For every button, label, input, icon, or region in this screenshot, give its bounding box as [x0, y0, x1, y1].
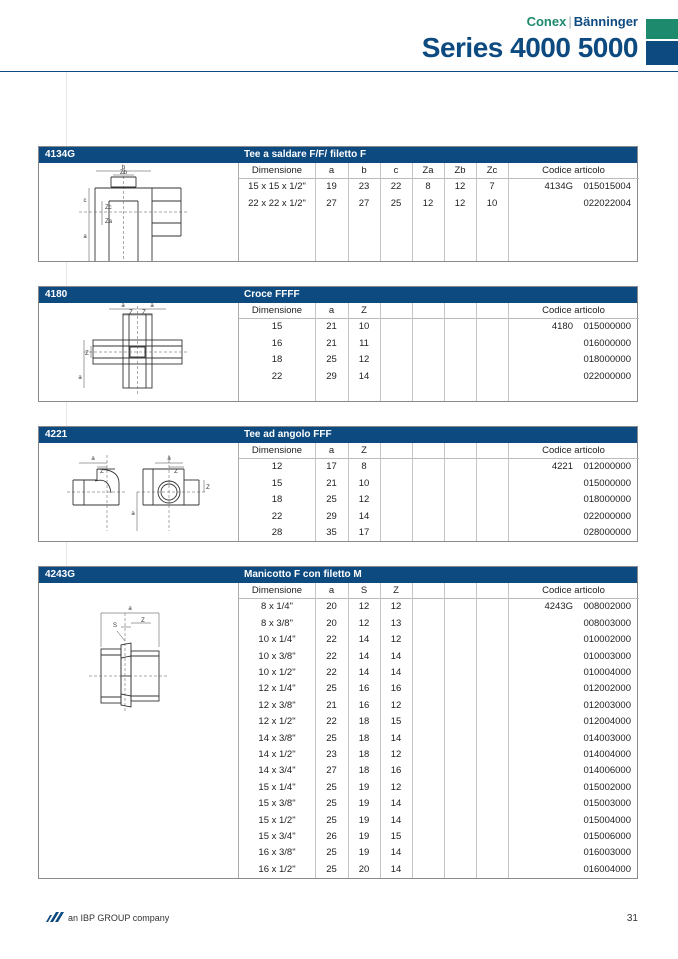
- cell-dimensione: 22: [271, 510, 283, 522]
- cell-value: 19: [326, 181, 337, 193]
- cell-dimensione: 15 x 15 x 1/2": [248, 181, 306, 193]
- cell-article-code: 015006000: [583, 831, 631, 842]
- table-row: [239, 459, 639, 475]
- cell-article-code: 012000000: [583, 461, 631, 473]
- cell-dimensione: 15: [271, 321, 283, 333]
- cell-value: 27: [358, 197, 370, 209]
- cell-value: 7: [489, 181, 495, 193]
- cross-drawing: [39, 303, 239, 401]
- cell-value: 14: [390, 814, 402, 826]
- cell-value: 12: [390, 781, 402, 793]
- cell-value: 18: [358, 716, 370, 728]
- header-divider: [0, 71, 678, 72]
- cell-dimensione: 15 x 3/8": [258, 798, 296, 810]
- col-header: S: [360, 585, 368, 596]
- cell-value: 16: [358, 683, 370, 695]
- cell-value: 10: [358, 477, 370, 489]
- cell-value: 25: [326, 814, 337, 826]
- section-header: [39, 287, 637, 303]
- cell-value: 17: [358, 527, 370, 538]
- table-row: [239, 731, 639, 747]
- cell-article-code: 010003000: [583, 650, 631, 662]
- cell-value: 29: [326, 510, 337, 522]
- table-row: [239, 780, 639, 796]
- cell-value: 12: [390, 699, 402, 711]
- coupling-diagram: [39, 583, 239, 878]
- cross-diagram: [39, 303, 239, 401]
- cell-value: 11: [359, 337, 369, 349]
- cell-article-code: 018000000: [583, 354, 631, 366]
- cell-value: 13: [390, 617, 402, 629]
- table-row: [239, 509, 639, 525]
- cell-value: 12: [358, 617, 370, 629]
- table-header-row: [239, 163, 639, 179]
- cell-value: 12: [454, 197, 466, 209]
- cell-value: 12: [390, 601, 402, 613]
- cell-value: 22: [326, 634, 337, 646]
- table-row: [239, 698, 639, 714]
- cell-value: 16: [390, 765, 402, 777]
- cell-dimensione: 8 x 1/4": [261, 601, 293, 613]
- col-header: [412, 303, 444, 318]
- dim-label-z: Z: [141, 618, 145, 624]
- table-row: [239, 665, 639, 681]
- cell-dimensione: 16 x 3/8": [258, 847, 296, 859]
- cell-dimensione: 14 x 3/8": [258, 732, 296, 744]
- col-header-codice: Codice articolo: [542, 165, 605, 176]
- cell-value: 21: [326, 699, 337, 711]
- cell-code-prefix: 4134G: [544, 181, 573, 193]
- table-row: [239, 796, 639, 812]
- cell-value: 18: [358, 765, 370, 777]
- dim-label-z-top-left: Z: [129, 310, 133, 316]
- col-header: [476, 443, 508, 458]
- col-header: [476, 583, 508, 598]
- cell-value: 14: [390, 667, 402, 678]
- dim-label-zc: Zc: [105, 205, 112, 211]
- cell-article-code: 016003000: [583, 847, 631, 859]
- table-row: [239, 747, 639, 763]
- col-header-codice: Codice articolo: [542, 445, 605, 456]
- table-row: [239, 525, 639, 541]
- cell-value: 21: [326, 337, 337, 349]
- product-title: Manicotto F con filetto M: [244, 569, 362, 580]
- cell-article-code: 015003000: [583, 798, 631, 810]
- table-row: [239, 649, 639, 665]
- table-row: [239, 714, 639, 730]
- col-header: Zb: [454, 165, 466, 176]
- brand-separator: |: [568, 14, 572, 29]
- dim-label-z-2: Z: [174, 469, 178, 475]
- cell-value: 14: [358, 667, 370, 678]
- cell-article-code: 010004000: [583, 667, 631, 678]
- col-header: [412, 443, 444, 458]
- cell-article-code: 008003000: [583, 617, 631, 629]
- table-row: [239, 369, 639, 385]
- table-row: [239, 319, 639, 335]
- section-body: [39, 443, 637, 541]
- brand-conex: Conex: [526, 14, 567, 29]
- section-header: [39, 567, 637, 583]
- col-header: Z: [361, 445, 367, 456]
- cell-article-code: 028000000: [583, 527, 631, 538]
- cell-value: 15: [390, 716, 402, 728]
- col-header: [444, 303, 476, 318]
- table-row: [239, 196, 639, 212]
- cell-value: 20: [326, 617, 337, 629]
- spec-table: [239, 443, 639, 541]
- dim-label-a-right: a: [150, 303, 154, 309]
- section-header: [39, 427, 637, 443]
- cell-value: 21: [326, 321, 337, 333]
- col-header-dimensione: Dimensione: [251, 305, 303, 316]
- cell-value: 22: [390, 181, 402, 193]
- dim-label-z-1: Z: [100, 469, 104, 475]
- cell-code-prefix: 4180: [551, 321, 573, 333]
- dim-label-a-2: a: [167, 456, 171, 462]
- brand-square-green: [646, 19, 678, 39]
- product-code: 4134G: [45, 149, 76, 160]
- table-row: [239, 845, 639, 861]
- table-row: [239, 681, 639, 697]
- cell-article-code: 016004000: [583, 863, 631, 875]
- col-header-codice: Codice articolo: [542, 305, 605, 316]
- col-header: Zc: [486, 165, 498, 176]
- section-header: [39, 147, 637, 163]
- cell-value: 27: [326, 765, 337, 777]
- table-row: [239, 179, 639, 195]
- dim-label-a-1: a: [91, 456, 95, 462]
- cell-value: 14: [358, 634, 370, 646]
- cell-value: 23: [358, 181, 370, 193]
- table-row: [239, 813, 639, 829]
- cell-dimensione: 10 x 3/8": [258, 650, 296, 662]
- tee-drawing: [39, 163, 239, 261]
- cell-article-code: 022000000: [583, 510, 631, 522]
- product-title: Croce FFFF: [244, 289, 300, 300]
- cell-value: 12: [358, 354, 370, 366]
- cell-value: 22: [326, 667, 337, 678]
- cell-value: 14: [358, 370, 370, 382]
- spec-table: [239, 303, 639, 401]
- cell-dimensione: 10 x 1/2": [258, 667, 296, 678]
- cell-dimensione: 14 x 3/4": [258, 765, 296, 777]
- product-title: Tee a saldare F/F/ filetto F: [244, 149, 367, 160]
- series-title: Series 4000 5000: [421, 32, 638, 63]
- cell-dimensione: 15 x 1/4": [258, 781, 296, 793]
- product-section-4180: [38, 286, 638, 402]
- cell-value: 8: [425, 181, 431, 193]
- cell-article-code: 010002000: [583, 634, 631, 646]
- cell-article-code: 012004000: [583, 716, 631, 728]
- cell-article-code: 014006000: [583, 765, 631, 777]
- table-row: [239, 336, 639, 352]
- col-header: Z: [393, 585, 399, 596]
- coupling-drawing: [39, 583, 239, 878]
- table-header-row: [239, 303, 639, 319]
- col-header: [476, 303, 508, 318]
- page-number: 31: [626, 913, 638, 924]
- col-header: a: [328, 165, 335, 176]
- spec-table: [239, 163, 639, 261]
- cell-value: 25: [326, 494, 337, 506]
- cell-article-code: 008002000: [583, 601, 631, 613]
- table-row: [239, 352, 639, 368]
- cell-value: 19: [358, 798, 370, 810]
- col-header-dimensione: Dimensione: [251, 585, 303, 596]
- cell-value: 35: [326, 527, 337, 538]
- cell-value: 20: [358, 863, 370, 875]
- cell-value: 15: [390, 831, 402, 842]
- col-header: Z: [361, 305, 367, 316]
- dim-label-zb: Zb: [119, 170, 128, 176]
- table-row: [239, 599, 639, 615]
- table-row: [239, 763, 639, 779]
- cell-value: 12: [422, 197, 434, 209]
- col-header: b: [361, 165, 367, 176]
- cell-article-code: 015000000: [583, 321, 631, 333]
- dim-label-b: b: [121, 165, 126, 171]
- col-header: a: [328, 305, 335, 316]
- section-body: [39, 583, 637, 878]
- cell-value: 20: [326, 601, 337, 613]
- product-code: 4180: [45, 289, 68, 300]
- cell-value: 10: [358, 321, 370, 333]
- cell-dimensione: 14 x 1/2": [258, 749, 296, 760]
- product-code: 4243G: [45, 569, 76, 580]
- cell-value: 12: [454, 181, 466, 193]
- cell-article-code: 012003000: [583, 699, 631, 711]
- cell-value: 25: [326, 847, 337, 859]
- brand-logo: [420, 14, 638, 29]
- angle-tee-diagram: [39, 443, 239, 541]
- footer-company: an IBP GROUP company: [68, 913, 170, 923]
- dim-label-a-3: a: [131, 511, 135, 517]
- cell-article-code: 015015004: [583, 181, 631, 193]
- cell-value: 22: [326, 650, 337, 662]
- dim-label-z-side: Z: [85, 351, 89, 357]
- cell-value: 25: [326, 798, 337, 810]
- dim-label-c: c: [83, 198, 87, 204]
- cell-value: 10: [486, 197, 498, 209]
- cell-article-code: 018000000: [583, 494, 631, 506]
- cell-dimensione: 22: [271, 370, 283, 382]
- section-body: [39, 163, 637, 261]
- table-header-row: [239, 583, 639, 599]
- cell-value: 25: [390, 197, 402, 209]
- table-row: [239, 492, 639, 508]
- cell-article-code: 015000000: [583, 477, 631, 489]
- spec-table: [239, 583, 639, 878]
- cell-value: 14: [390, 863, 402, 875]
- cell-value: 18: [358, 749, 370, 760]
- col-header: [380, 303, 412, 318]
- tee-diagram: [39, 163, 239, 261]
- product-title: Tee ad angolo FFF: [244, 429, 332, 440]
- cell-dimensione: 16: [271, 337, 283, 349]
- cell-value: 14: [358, 510, 370, 522]
- cell-dimensione: 15: [271, 477, 283, 489]
- cell-value: 25: [326, 683, 337, 695]
- dim-label-a-left: a: [121, 303, 125, 309]
- cell-dimensione: 12 x 1/4": [258, 683, 296, 695]
- dim-label-za: Za: [105, 219, 113, 225]
- cell-value: 25: [326, 354, 337, 366]
- cell-article-code: 014003000: [583, 732, 631, 744]
- cell-value: 14: [390, 732, 402, 744]
- dim-label-s: S: [112, 623, 118, 629]
- cell-dimensione: 12 x 3/8": [258, 699, 296, 711]
- col-header: a: [328, 445, 335, 456]
- cell-value: 19: [358, 847, 370, 859]
- cell-article-code: 014004000: [583, 749, 631, 760]
- cell-value: 14: [390, 847, 402, 859]
- product-section-4243G: [38, 566, 638, 879]
- cell-dimensione: 18: [271, 354, 283, 366]
- col-header: c: [393, 165, 399, 176]
- cell-value: 23: [326, 749, 337, 760]
- cell-value: 14: [390, 798, 402, 810]
- product-code: 4221: [45, 429, 68, 440]
- cell-value: 12: [390, 634, 402, 646]
- brand-square-blue: [646, 41, 678, 65]
- cell-dimensione: 12 x 1/2": [258, 716, 296, 728]
- cell-value: 16: [390, 683, 402, 695]
- cell-dimensione: 10 x 1/4": [258, 634, 296, 646]
- dim-label-z-top-right: Z: [142, 310, 146, 316]
- ibp-logo-icon: [46, 912, 66, 922]
- cell-value: 27: [326, 197, 337, 209]
- cell-value: 25: [326, 863, 337, 875]
- section-body: [39, 303, 637, 401]
- cell-value: 12: [358, 494, 370, 506]
- cell-dimensione: 18: [271, 494, 283, 506]
- cell-value: 12: [390, 749, 402, 760]
- cell-article-code: 012002000: [583, 683, 631, 695]
- cell-article-code: 022000000: [583, 370, 631, 382]
- table-row: [239, 476, 639, 492]
- col-header: Za: [422, 165, 434, 176]
- cell-value: 22: [326, 716, 337, 728]
- cell-dimensione: 28: [271, 527, 283, 538]
- col-header: [444, 443, 476, 458]
- cell-article-code: 015004000: [583, 814, 631, 826]
- cell-dimensione: 16 x 1/2": [258, 863, 296, 875]
- angle-tee-drawing: [39, 443, 239, 541]
- col-header: [444, 583, 476, 598]
- cell-value: 29: [326, 370, 337, 382]
- cell-article-code: 016000000: [583, 337, 631, 349]
- cell-value: 19: [358, 831, 370, 842]
- cell-dimensione: 12: [271, 461, 283, 473]
- cell-article-code: 022022004: [583, 197, 631, 209]
- cell-value: 19: [358, 781, 370, 793]
- col-header-dimensione: Dimensione: [251, 165, 303, 176]
- cell-value: 18: [358, 732, 370, 744]
- dim-label-a: a: [83, 234, 87, 240]
- cell-value: 14: [390, 650, 402, 662]
- cell-value: 12: [358, 601, 370, 613]
- cell-value: 8: [361, 461, 367, 473]
- dim-label-z-3: Z: [206, 485, 210, 491]
- table-header-row: [239, 443, 639, 459]
- col-header-dimensione: Dimensione: [251, 445, 303, 456]
- table-row: [239, 616, 639, 632]
- cell-dimensione: 8 x 3/8": [261, 617, 293, 629]
- dim-label-a-side: a: [78, 375, 82, 381]
- cell-value: 25: [326, 732, 337, 744]
- col-header: [412, 583, 444, 598]
- table-row: [239, 632, 639, 648]
- brand-banninger: Bänninger: [573, 14, 638, 29]
- product-section-4221: [38, 426, 638, 542]
- col-header-codice: Codice articolo: [542, 585, 605, 596]
- cell-dimensione: 22 x 22 x 1/2": [248, 197, 306, 209]
- cell-value: 26: [326, 831, 337, 842]
- cell-value: 14: [358, 650, 370, 662]
- cell-value: 25: [326, 781, 337, 793]
- cell-code-prefix: 4243G: [544, 601, 573, 613]
- table-row: [239, 862, 639, 878]
- col-header: [380, 443, 412, 458]
- col-header: a: [328, 585, 335, 596]
- cell-value: 17: [326, 461, 337, 473]
- cell-value: 16: [358, 699, 370, 711]
- cell-value: 21: [326, 477, 337, 489]
- cell-code-prefix: 4221: [551, 461, 573, 473]
- table-row: [239, 829, 639, 845]
- cell-value: 19: [358, 814, 370, 826]
- product-section-4134G: [38, 146, 638, 262]
- dim-label-a: a: [128, 606, 132, 612]
- cell-article-code: 015002000: [583, 781, 631, 793]
- cell-dimensione: 15 x 1/2": [258, 814, 296, 826]
- cell-dimensione: 15 x 3/4": [258, 831, 296, 842]
